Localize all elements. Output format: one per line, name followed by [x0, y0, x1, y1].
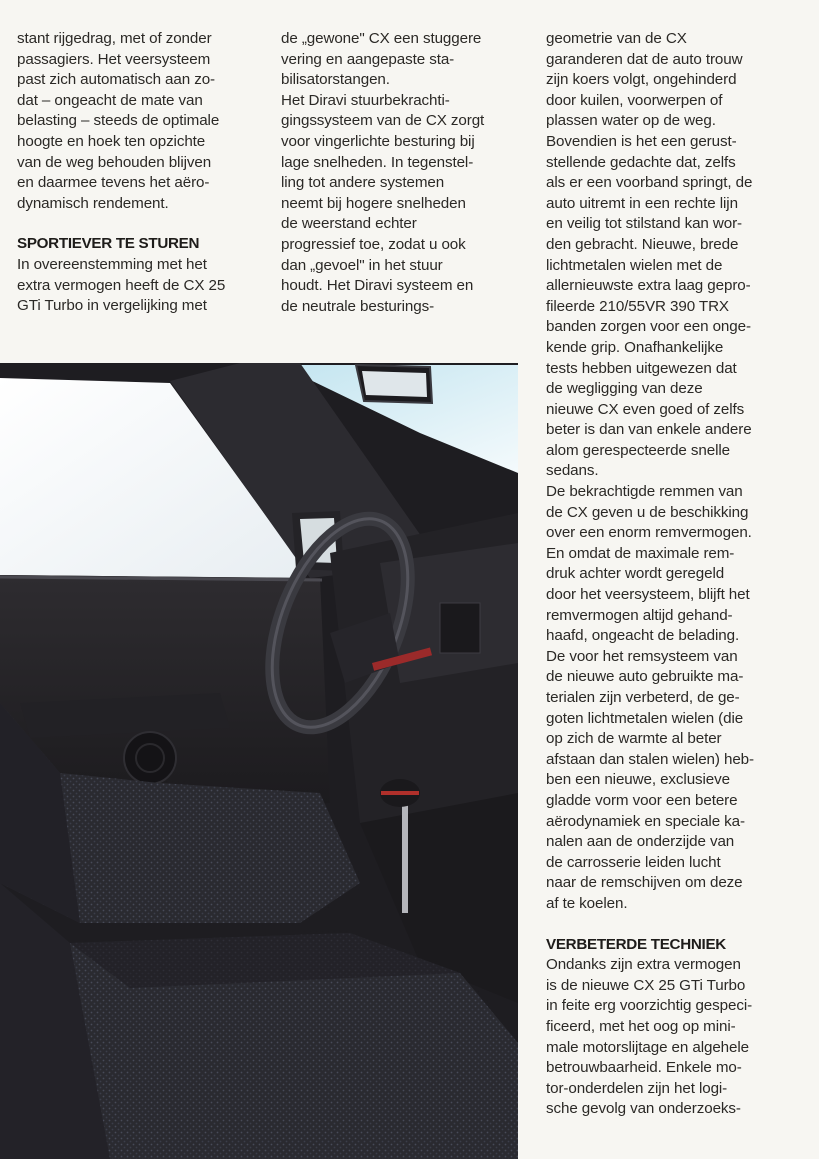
- text-line: de CX geven u de beschikking: [546, 503, 749, 521]
- text-line: fileerde 210/55VR 390 TRX: [546, 297, 729, 315]
- text-line: afstaan dan stalen wielen) heb-: [546, 750, 754, 768]
- text-line: door kuilen, voorwerpen of: [546, 91, 723, 109]
- text-line: hoogte en hoek ten opzichte: [17, 132, 206, 150]
- text-line: aërodynamiek en speciale ka-: [546, 812, 745, 830]
- text-line: de neutrale besturings-: [281, 297, 435, 315]
- text-line: belasting – steeds de optimale: [17, 112, 220, 130]
- text-line: progressief toe, zodat u ook: [281, 235, 466, 253]
- text-line: haafd, ongeacht de belading.: [546, 627, 740, 645]
- text-line: neemt bij hogere snelheden: [281, 194, 466, 212]
- column1-body: [17, 255, 225, 317]
- text-line: is de nieuwe CX 25 GTi Turbo: [546, 976, 746, 994]
- text-line: den gebracht. Nieuwe, brede: [546, 235, 739, 253]
- text-line: In overeenstemming met het: [17, 255, 207, 273]
- text-line: houdt. Het Diravi systeem en: [281, 277, 474, 295]
- column1-intro: [17, 29, 225, 214]
- door-speaker: [124, 732, 176, 784]
- column3-closing: [546, 955, 754, 1120]
- text-line: de weerstand echter: [281, 215, 417, 233]
- text-line: als er een voorband springt, de: [546, 174, 753, 192]
- text-line: En omdat de maximale rem-: [546, 544, 735, 562]
- text-line: af te koelen.: [546, 894, 628, 912]
- text-line: geometrie van de CX: [546, 30, 687, 47]
- text-line: allernieuwste extra laag gepro-: [546, 277, 751, 295]
- text-line: tor-onderdelen zijn het logi-: [546, 1079, 728, 1097]
- text-line: de nieuwe auto gebruikte ma-: [546, 668, 744, 686]
- text-line: gladde vorm voor een betere: [546, 791, 738, 809]
- section-heading-sportiever: SPORTIEVER TE STUREN: [17, 235, 200, 253]
- text-line: GTi Turbo in vergelijking met: [17, 297, 207, 315]
- text-line: en daarmee tevens het aëro-: [17, 174, 210, 192]
- text-line: dan „gevoel" in het stuur: [281, 256, 443, 274]
- text-line: zijn koers volgt, ongehinderd: [546, 71, 737, 89]
- car-interior-photo: [0, 363, 518, 1159]
- text-line: gingssysteem van de CX zorgt: [281, 112, 485, 130]
- text-line: op zich de warmte al beter: [546, 730, 722, 748]
- text-line: lichtmetalen wielen met de: [546, 256, 723, 274]
- text-line: nalen aan de onderzijde van: [546, 833, 735, 851]
- text-line: betrouwbaarheid. Enkele mo-: [546, 1059, 742, 1077]
- text-line: de wegligging van deze: [546, 380, 703, 398]
- text-line: beter is dan van enkele andere: [546, 421, 752, 439]
- text-line: voor vingerlichte besturing bij: [281, 132, 475, 150]
- text-line: plassen water op de weg.: [546, 112, 716, 130]
- text-column-3: [546, 29, 754, 1120]
- text-line: auto uitremt in een rechte lijn: [546, 194, 738, 212]
- text-line: extra vermogen heeft de CX 25: [17, 276, 226, 294]
- text-line: stant rijgedrag, met of zonder: [17, 30, 212, 47]
- text-line: tests hebben uitgewezen dat: [546, 359, 737, 377]
- text-line: goten lichtmetalen wielen (die: [546, 709, 744, 727]
- text-column-1: [17, 29, 225, 317]
- text-line: naar de remschijven om deze: [546, 874, 743, 892]
- text-line: van de weg behouden blijven: [17, 153, 212, 171]
- text-line: ling tot andere systemen: [281, 174, 445, 192]
- text-line: Ondanks zijn extra vermogen: [546, 956, 741, 974]
- text-line: sche gevolg van onderzoeks-: [546, 1100, 741, 1118]
- text-line: door het veersysteem, blijft het: [546, 586, 750, 604]
- text-line: ben een nieuwe, exclusieve: [546, 771, 730, 789]
- text-line: terialen zijn verbeterd, de ge-: [546, 689, 740, 706]
- text-line: ficeerd, met het oog op mini-: [546, 1017, 736, 1035]
- text-line: Bovendien is het een gerust-: [546, 132, 737, 150]
- text-line: De bekrachtigde remmen van: [546, 483, 743, 501]
- text-line: lage snelheden. In tegenstel-: [281, 153, 474, 171]
- text-line: en veilig tot stilstand kan wor-: [546, 215, 743, 233]
- gear-stick: [402, 803, 408, 913]
- text-line: nieuwe CX even goed of zelfs: [546, 400, 745, 418]
- text-line: remvermogen altijd gehand-: [546, 606, 733, 624]
- text-column-2: [281, 29, 484, 317]
- text-line: past zich automatisch aan zo-: [17, 71, 216, 89]
- text-line: over een enorm remvermogen.: [546, 524, 752, 542]
- text-line: Het Diravi stuurbekrachti-: [281, 91, 450, 109]
- text-line: bilisatorstangen.: [281, 71, 390, 89]
- text-line: banden zorgen voor een onge-: [546, 318, 751, 336]
- text-line: passagiers. Het veersysteem: [17, 50, 211, 68]
- text-line: sedans.: [546, 462, 599, 480]
- text-line: de carrosserie leiden lucht: [546, 853, 721, 871]
- text-line: stellende gedachte dat, zelfs: [546, 153, 736, 171]
- column3-body: [546, 29, 754, 915]
- text-line: de „gewone" CX een stuggere: [281, 30, 482, 47]
- section-heading-verbeterde-techniek: VERBETERDE TECHNIEK: [546, 935, 726, 953]
- text-line: dynamisch rendement.: [17, 194, 169, 212]
- text-line: kende grip. Onafhankelijke: [546, 338, 724, 356]
- text-line: garanderen dat de auto trouw: [546, 50, 743, 68]
- text-line: male motorslijtage en algehele: [546, 1038, 749, 1056]
- text-line: vering en aangepaste sta-: [281, 50, 455, 68]
- text-line: dat – ongeacht de mate van: [17, 91, 203, 109]
- text-line: druk achter wordt geregeld: [546, 565, 725, 583]
- text-line: in feite erg voorzichtig gespeci-: [546, 997, 753, 1015]
- text-line: De voor het remsysteem van: [546, 647, 738, 665]
- text-line: alom gerespecteerde snelle: [546, 441, 730, 459]
